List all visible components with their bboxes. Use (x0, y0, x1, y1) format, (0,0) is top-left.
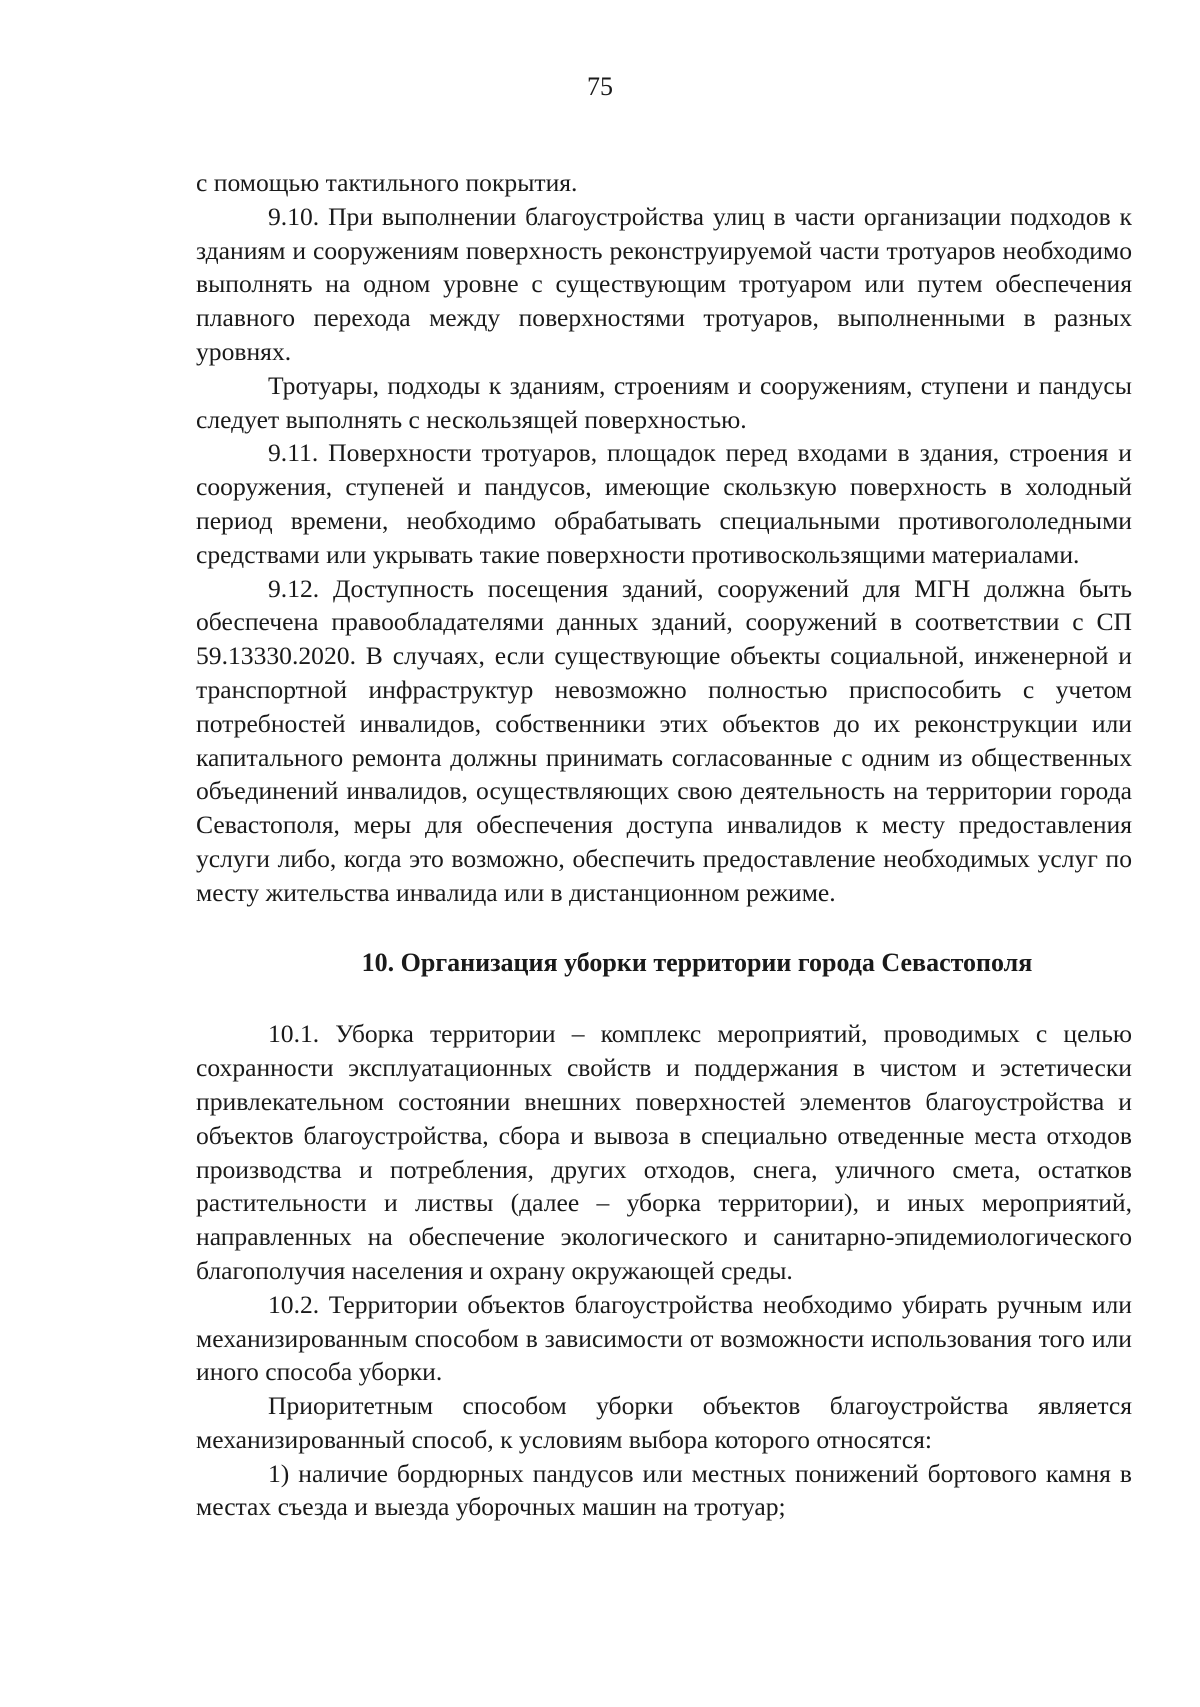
paragraph-9-10: 9.10. При выполнении благоустройства улиц в части организации подходов к зданиям и сооружениям поверхность реконструируемой части тротуаров необходимо выполнять на одном уровне с существующим тротуаром или путем обеспечения плавного перехода между поверхностями тротуаров, выполненными в разных уровнях. (196, 201, 1132, 366)
paragraph-10-2: 10.2. Территории объектов благоустройства необходимо убирать ручным или механизированным способом в зависимости от возможности использования того или иного способа уборки. (196, 1289, 1132, 1387)
paragraph-sidewalks: Тротуары, подходы к зданиям, строениям и сооружениям, ступени и пандусы следует выполнять с нескользящей поверхностью. (196, 370, 1132, 434)
section-heading: 10. Организация уборки территории города Севастополя (361, 947, 1033, 977)
document-body (196, 166, 1132, 1524)
paragraph-10-1: 10.1. Уборка территории – комплекс мероприятий, проводимых с целью сохранности эксплуатационных свойств и поддержания в чистом и эстетически привлекательном состоянии внешних поверхностей элементов благоустройства и объектов благоустройства, сбора и вывоза в специально отведенные места отходов производства и потребления, других отходов, снега, уличного смета, остатков растительности и листвы (далее – уборка территории), и иных мероприятий, направленных на обеспечение экологического и санитарно-эпидемиологического благополучия населения и охрану окружающей среды. (196, 1019, 1132, 1285)
paragraph-continuation: с помощью тактильного покрытия. (196, 168, 578, 197)
paragraph-priority: Приоритетным способом уборки объектов благоустройства является механизированный способ, к условиям выбора которого относятся: (196, 1391, 1132, 1454)
list-item-1: 1) наличие бордюрных пандусов или местных понижений бортового камня в местах съезда и выезда уборочных машин на тротуар; (196, 1458, 1132, 1522)
paragraph-9-11: 9.11. Поверхности тротуаров, площадок перед входами в здания, строения и сооружения, ступеней и пандусов, имеющие скользкую поверхность в холодный период времени, необходимо обрабатывать специальными противогололедными средствами или укрывать такие поверхности противоскользящими материалами. (196, 438, 1132, 569)
page-number: 75 (587, 72, 613, 101)
paragraph-9-12: 9.12. Доступность посещения зданий, сооружений для МГН должна быть обеспечена правообладателями данных зданий, сооружений в соответствии с СП 59.13330.2020. В случаях, если существующие объекты социальной, инженерной и транспортной инфраструктур невозможно полностью приспособить с учетом потребностей инвалидов, собственники этих объектов до их реконструкции или капитального ремонта должны принимать согласованные с одним из общественных объединений инвалидов, осуществляющих свою деятельность на территории города Севастополя, меры для обеспечения доступа инвалидов к месту предоставления услуги либо, когда это возможно, обеспечить предоставление необходимых услуг по месту жительства инвалида или в дистанционном режиме. (196, 573, 1132, 907)
